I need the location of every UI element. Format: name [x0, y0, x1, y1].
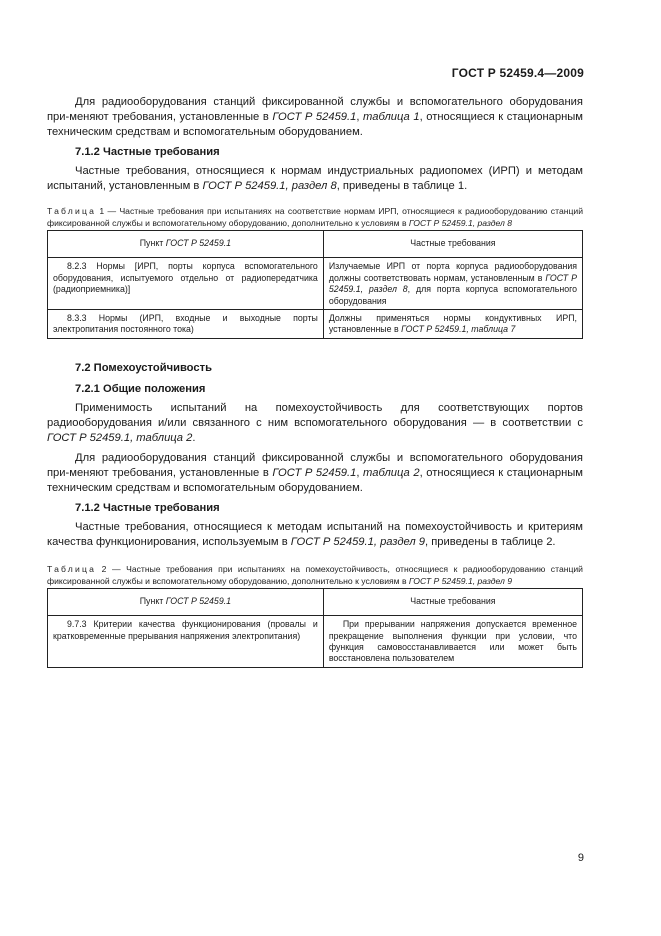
section-heading-7-2: 7.2 Помехоустойчивость — [75, 361, 212, 374]
page-number: 9 — [577, 852, 584, 864]
table-cell: Излучаемые ИРП от порта корпуса радиооборудования должны соответствовать нормам, установленным в ГОСТ Р 52459.1, раздел 8, для порта корпуса вспомогательного оборудования — [323, 258, 582, 310]
table-1-col-requirements: Частные требования — [323, 231, 582, 258]
table-cell: При прерывании напряжения допускается временное прекращение выполнения функции при условии, что функция самовосстанавливается или может быть восстановлена пользователем — [323, 616, 582, 668]
table-header-row — [48, 231, 583, 258]
document-header: ГОСТ Р 52459.4—2009 — [451, 66, 584, 80]
section-heading-7-1-2b: 7.1.2 Частные требования — [75, 501, 220, 514]
table-row — [48, 258, 583, 310]
table-2 — [47, 588, 583, 668]
table-1-caption: Таблица 1 — Частные требования при испытаниях на соответствие нормам ИРП, относящиеся к радиооборудованию станций фиксированной службы и вспомогательному оборудованию, дополнительно к условиям в ГОСТ Р 52459.1, раздел 8 — [47, 206, 583, 228]
section-heading-7-2-1: 7.2.1 Общие положения — [75, 382, 206, 395]
table-row — [48, 616, 583, 668]
table-cell: 9.7.3 Критерии качества функционирования (провалы и кратковременные прерывания напряжения электропитания) — [48, 616, 324, 668]
section-paragraph-7-1-2b: Частные требования, относящиеся к методам испытаний на помехоустойчивость и критериям качества функционирования, используемым в ГОСТ Р 52459.1, раздел 9, приведены в таблице 2. — [47, 520, 583, 548]
table-1 — [47, 230, 583, 339]
section-paragraph-7-2-1: Применимость испытаний на помехоустойчивость для соответствующих портов радиооборудования и/или связанного с ним вспомогательного оборудования — в соответствии с ГОСТ Р 52459.1, таблица 2. — [47, 401, 583, 444]
table-2-col-requirements: Частные требования — [323, 588, 582, 615]
table-2-col-clause: Пункт ГОСТ Р 52459.1 — [48, 588, 324, 615]
table-row — [48, 310, 583, 339]
table-1-col-clause: Пункт ГОСТ Р 52459.1 — [48, 231, 324, 258]
section-paragraph-7-1-2: Частные требования, относящиеся к нормам индустриальных радиопомех (ИРП) и методам испытаний, установленным в ГОСТ Р 52459.1, раздел 8, приведены в таблице 1. — [47, 165, 583, 192]
table-cell: Должны применяться нормы кондуктивных ИРП, установленные в ГОСТ Р 52459.1, таблица 7 — [323, 310, 582, 339]
section-heading-7-1-2: 7.1.2 Частные требования — [75, 146, 220, 158]
table-2-caption: Таблица 2 — Частные требования при испытаниях на помехоустойчивость, относящиеся к радиооборудованию станций фиксированной службы и вспомогательному оборудованию, дополнительно к условиям в ГОСТ Р 52459.1, раздел 9 — [47, 563, 583, 586]
section-paragraph-7-2-1b: Для радиооборудования станций фиксированной службы и вспомогательного оборудования при-меняют требования, установленные в ГОСТ Р 52459.1, таблица 2, относящиеся к стационарным техническим средствам и вспомогательным оборудованием. — [47, 451, 583, 494]
document-body — [47, 95, 583, 668]
table-cell: 8.3.3 Нормы (ИРП, входные и выходные порты электропитания постоянного тока) — [48, 310, 324, 339]
table-header-row — [48, 588, 583, 615]
table-cell: 8.2.3 Нормы [ИРП, порты корпуса вспомогательного оборудования, испытуемого отдельно от радиопередатчика (радиоприемника)] — [48, 258, 324, 310]
intro-paragraph: Для радиооборудования станций фиксированной службы и вспомогательного оборудования при-меняют требования, установленные в ГОСТ Р 52459.1, таблица 1, относящиеся к стационарным техническим средствам и вспомогательным оборудованием. — [47, 96, 583, 138]
